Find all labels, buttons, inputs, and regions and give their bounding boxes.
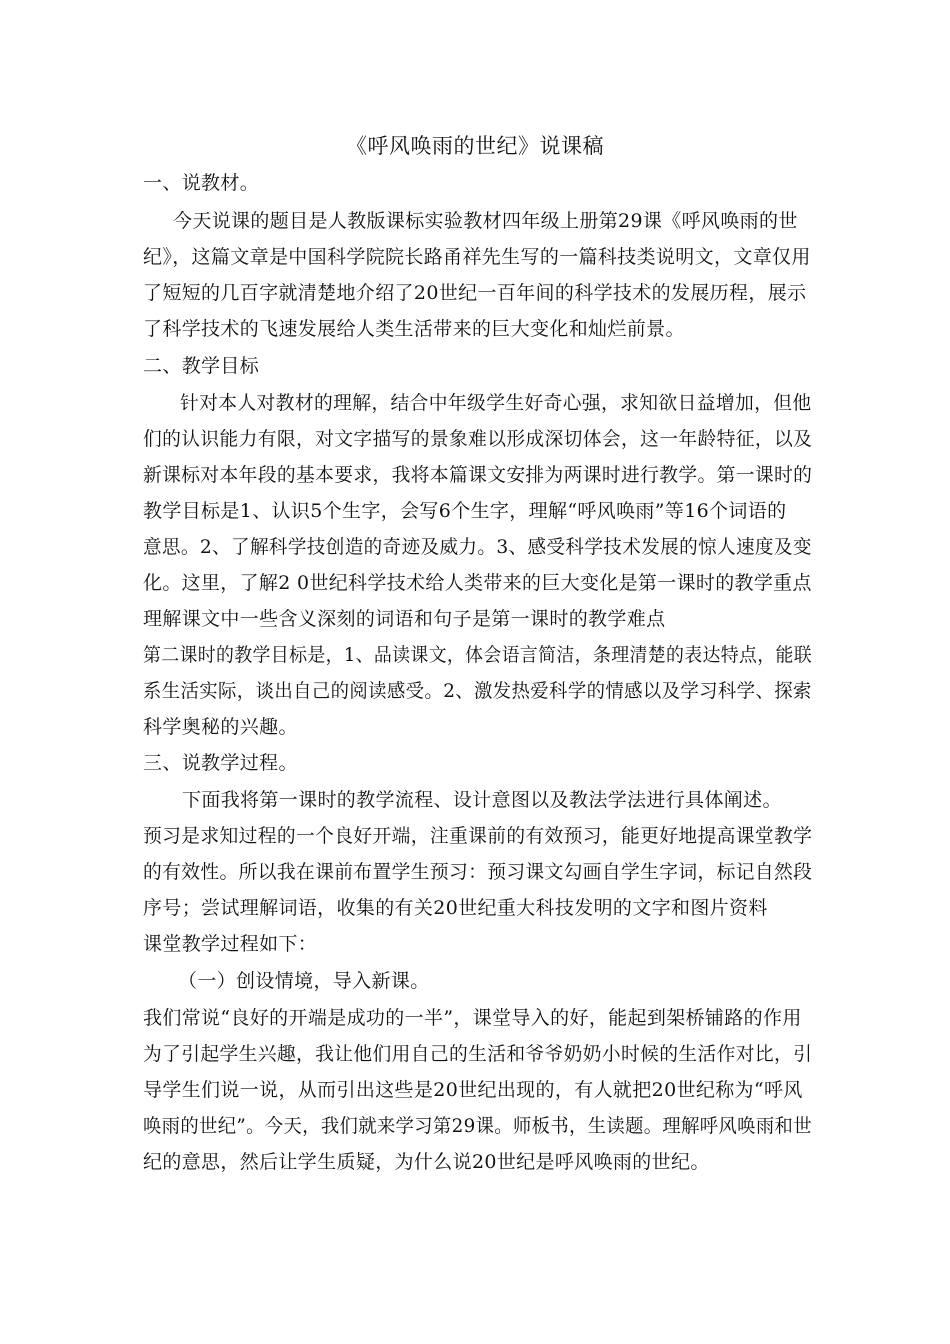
paragraph-line: 唤雨的世纪”。今天，我们就来学习第29课。师板书，生读题。理解呼风唤雨和世	[143, 1115, 812, 1137]
paragraph-line: 的有效性。所以我在课前布置学生预习：预习课文勾画自学生字词，标记自然段	[143, 861, 813, 883]
subheading-1: （一）创设情境，导入新课。	[178, 970, 430, 992]
paragraph-line: 了短短的几百字就清楚地介绍了20世纪一百年间的科学技术的发展历程，展示	[143, 282, 807, 304]
paragraph-line: 今天说课的题目是人教版课标实验教材四年级上册第29课《呼风唤雨的世	[173, 210, 798, 232]
paragraph-line: 新课标对本年段的基本要求，我将本篇课文安排为两课时进行教学。第一课时的	[143, 464, 813, 486]
paragraph-line: 纪的意思，然后让学生质疑，为什么说20世纪是呼风唤雨的世纪。	[143, 1151, 710, 1173]
paragraph-line: 预习是求知过程的一个良好开端，注重课前的有效预习，能更好地提高课堂教学	[143, 825, 813, 847]
paragraph-line: 科学奥秘的兴趣。	[143, 716, 298, 738]
paragraph-line: 导学生们说一说，从而引出这些是20世纪出现的，有人就把20世纪称为“呼风	[143, 1079, 803, 1101]
paragraph-line: 第二课时的教学目标是，1、品读课文，体会语言简洁，条理清楚的表达特点，能联	[143, 644, 813, 666]
paragraph-line: 我们常说“良好的开端是成功的一半”，课堂导入的好，能起到架桥铺路的作用	[143, 1007, 802, 1029]
paragraph-line: 纪》，这篇文章是中国科学院院长路甬祥先生写的一篇科技类说明文，文章仅用	[143, 246, 811, 268]
paragraph-line: 序号；尝试理解词语，收集的有关20世纪重大科技发明的文字和图片资料	[143, 897, 768, 919]
paragraph-line: 了科学技术的飞速发展给人类生活带来的巨大变化和灿烂前景。	[143, 318, 685, 340]
document-title: 《呼风唤雨的世纪》说课稿	[346, 134, 604, 158]
heading-2: 二、教学目标	[143, 355, 260, 377]
paragraph-line: 系生活实际，谈出自己的阅读感受。2、激发热爱科学的情感以及学习科学、探索	[143, 680, 812, 702]
paragraph-line: 理解课文中一些含义深刻的词语和句子是第一课时的教学难点	[143, 608, 666, 630]
paragraph-line: 课堂教学过程如下：	[143, 933, 318, 955]
paragraph-line: 们的认识能力有限，对文字描写的景象难以形成深切体会，这一年龄特征，以及	[143, 428, 813, 450]
paragraph-line: 意思。2、了解科学技创造的奇迹及威力。3、感受科学技术发展的惊人速度及变	[143, 536, 812, 558]
paragraph-line: 针对本人对教材的理解，结合中年级学生好奇心强，求知欲日益增加，但他	[180, 392, 812, 414]
paragraph-line: 化。这里，了解2 0世纪科学技术给人类带来的巨大变化是第一课时的教学重点	[143, 572, 812, 594]
paragraph-line: 教学目标是1、认识5个生字，会写6个生字，理解“呼风唤雨”等16个词语的	[143, 500, 787, 522]
heading-1: 一、说教材。	[143, 172, 260, 194]
heading-3: 三、说教学过程。	[143, 752, 298, 774]
paragraph-line: 为了引起学生兴趣，我让他们用自己的生活和爷爷奶奶小时候的生活作对比，引	[143, 1043, 813, 1065]
paragraph-line: 下面我将第一课时的教学流程、设计意图以及教法学法进行具体阐述。	[182, 789, 782, 811]
